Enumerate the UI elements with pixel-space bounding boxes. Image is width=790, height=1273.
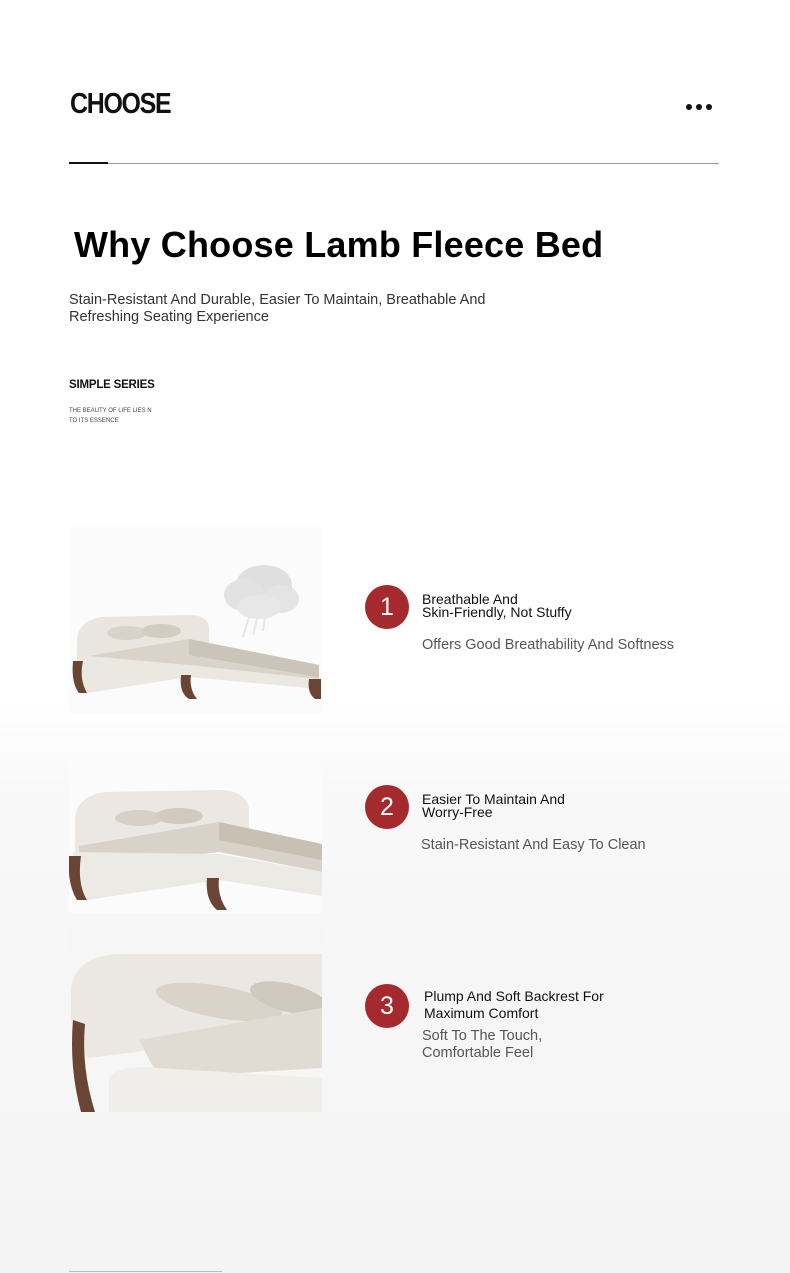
feature-description-1: [422, 637, 674, 654]
footer-divider: [69, 1271, 222, 1272]
brand-logo: CHOOSE: [70, 88, 171, 120]
step-badge-2: 2: [365, 785, 409, 829]
menu-dot: [706, 104, 712, 110]
feature-title-line: Worry-Free: [422, 804, 493, 820]
feature-title-line: Breathable And: [422, 591, 518, 607]
feature-description-line: Soft To The Touch,: [422, 1028, 543, 1044]
series-title: SIMPLE SERIES: [69, 379, 155, 391]
feature-title-line: Maximum Comfort: [424, 1005, 539, 1021]
menu-dot: [686, 104, 692, 110]
series-tagline-line: TO ITS ESSENCE: [69, 418, 119, 424]
step-badge-3: 3: [365, 984, 409, 1028]
bed-photo-maintain: [69, 760, 322, 913]
feature-title-line: Plump And Soft Backrest For: [424, 988, 604, 1004]
bed-photo-backrest: [69, 928, 322, 1112]
bed-photo-breathable: [69, 527, 322, 713]
feature-description-line: Offers Good Breathability And Softness: [422, 637, 675, 653]
feature-description-line: Stain-Resistant And Easy To Clean: [421, 837, 646, 853]
menu-dot: [696, 104, 702, 110]
step-badge-1: 1: [365, 585, 409, 629]
feature-description-2: [421, 837, 646, 854]
series-tagline: [69, 406, 159, 426]
header-divider-accent: [69, 162, 108, 164]
feature-description-3: [422, 1028, 542, 1062]
feature-title-1: [422, 593, 572, 619]
header-divider: [69, 163, 719, 164]
series-tagline-line: THE BEAUTY OF LIFE LIES N: [69, 408, 152, 414]
feature-description-line: Comfortable Feel: [422, 1045, 534, 1061]
feature-title-3: [424, 988, 604, 1022]
page-title: Why Choose Lamb Fleece Bed: [74, 224, 604, 265]
feature-title-line: Easier To Maintain And: [422, 791, 565, 807]
more-horizontal-icon[interactable]: [686, 104, 716, 112]
feature-title-line: Skin-Friendly, Not Stuffy: [422, 604, 572, 620]
page-subtitle: Stain-Resistant And Durable, Easier To Maintain, Breathable And Refreshing Seating Experience: [69, 292, 486, 325]
feature-title-2: [422, 793, 565, 819]
